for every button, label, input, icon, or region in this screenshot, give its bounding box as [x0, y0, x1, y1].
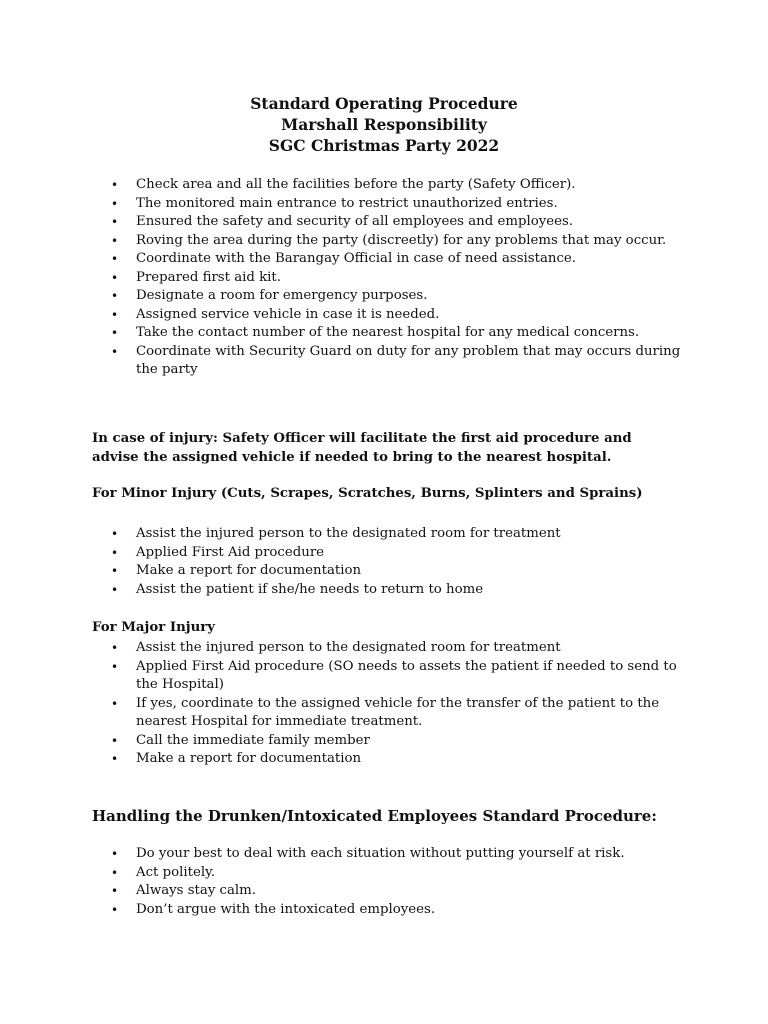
- injury-note: In case of injury: Safety Officer will facilitate the first aid procedure and advise the assigned vehicle if needed to bring to the nearest hospital.: [92, 431, 632, 465]
- list-item: • Make a report for documentation: [92, 750, 692, 769]
- list-item: • Ensured the safety and security of all employees and employees.: [92, 213, 692, 232]
- list-item: • Assigned service vehicle in case it is needed.: [92, 306, 692, 325]
- drunken-procedure-heading: Handling the Drunken/Intoxicated Employees Standard Procedure:: [92, 807, 657, 825]
- title-line-2: Marshall Responsibility: [281, 115, 487, 134]
- document-title: [0, 93, 768, 156]
- list-item: • Don’t argue with the intoxicated employees.: [92, 901, 692, 920]
- minor-injury-list: [92, 525, 692, 599]
- list-item: • Make a report for documentation: [92, 562, 692, 581]
- list-item: • Designate a room for emergency purposes.: [92, 287, 692, 306]
- marshall-responsibility-list: [92, 176, 692, 380]
- list-item: • The monitored main entrance to restrict unauthorized entries.: [92, 195, 692, 214]
- title-line-3: SGC Christmas Party 2022: [268, 136, 500, 155]
- list-item: • Applied First Aid procedure: [92, 544, 692, 563]
- list-item: • Roving the area during the party (discreetly) for any problems that may occur.: [92, 232, 692, 251]
- list-item: • Coordinate with Security Guard on duty for any problem that may occurs during the party: [92, 343, 692, 380]
- list-item: • Always stay calm.: [92, 882, 692, 901]
- list-item: • Check area and all the facilities before the party (Safety Officer).: [92, 176, 692, 195]
- list-item: • Applied First Aid procedure (SO needs to assets the patient if needed to send to the Hospital): [92, 658, 692, 695]
- list-item: • Coordinate with the Barangay Official in case of need assistance.: [92, 250, 692, 269]
- list-item: • Assist the patient if she/he needs to return to home: [92, 581, 692, 600]
- title-line-1: Standard Operating Procedure: [250, 94, 518, 113]
- drunken-procedure-list: [92, 845, 692, 919]
- minor-injury-heading: For Minor Injury (Cuts, Scrapes, Scratches, Burns, Splinters and Sprains): [92, 486, 643, 501]
- list-item: • Prepared first aid kit.: [92, 269, 692, 288]
- list-item: • Act politely.: [92, 864, 692, 883]
- list-item: • Assist the injured person to the designated room for treatment: [92, 639, 692, 658]
- list-item: • If yes, coordinate to the assigned vehicle for the transfer of the patient to the nearest Hospital for immediate treatment.: [92, 695, 692, 732]
- list-item: • Do your best to deal with each situation without putting yourself at risk.: [92, 845, 692, 864]
- list-item: • Call the immediate family member: [92, 732, 692, 751]
- list-item: • Assist the injured person to the designated room for treatment: [92, 525, 692, 544]
- major-injury-list: [92, 639, 692, 769]
- major-injury-heading: For Major Injury: [92, 620, 215, 635]
- list-item: • Take the contact number of the nearest hospital for any medical concerns.: [92, 324, 692, 343]
